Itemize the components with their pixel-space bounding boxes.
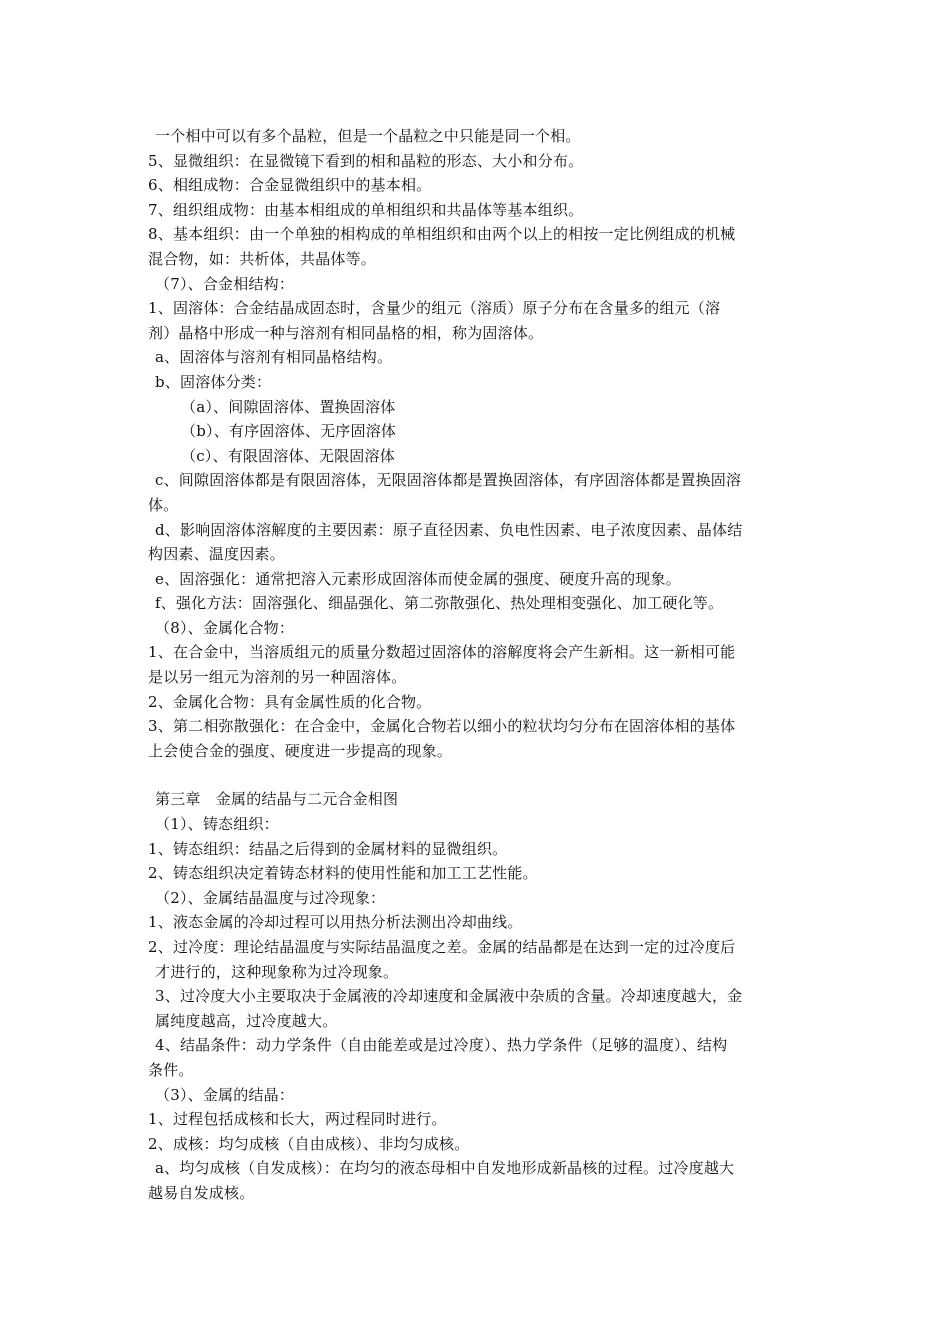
text-line: 一个相中可以有多个晶粒，但是一个晶粒之中只能是同一个相。 <box>155 127 581 145</box>
text-line: 2、金属化合物：具有金属性质的化合物。 <box>148 692 432 711</box>
text-line: b、固溶体分类： <box>155 372 272 391</box>
text-line: 6、相组成物：合金显微组织中的基本相。 <box>148 176 432 195</box>
document-page <box>148 124 808 1206</box>
list-item: （b）、有序固溶体、无序固溶体 <box>181 422 397 441</box>
text-line: 2、过冷度：理论结晶温度与实际结晶温度之差。金属的结晶都是在达到一定的过冷度后 <box>148 938 736 956</box>
text-line: 剂）晶格中形成一种与溶剂有相同晶格的相，称为固溶体。 <box>148 323 544 342</box>
section-heading: （7）、合金相结构： <box>155 274 295 293</box>
text-line: 越易自发成核。 <box>148 1183 255 1202</box>
text-line: d、影响固溶体溶解度的主要因素：原子直径因素、负电性因素、电子浓度因素、晶体结 <box>155 520 743 539</box>
text-line: 2、成核：均匀成核（自由成核）、非均匀成核。 <box>148 1134 470 1153</box>
text-line: 3、第二相弥散强化：在合金中，金属化合物若以细小的粒状均匀分布在固溶体相的基体 <box>148 717 736 736</box>
list-item: （a）、间隙固溶体、置换固溶体 <box>181 397 396 416</box>
section-heading: （8）、金属化合物： <box>155 618 295 637</box>
section-heading: （3）、金属的结晶： <box>155 1085 295 1104</box>
text-line: f、强化方法：固溶强化、细晶强化、第二弥散强化、热处理相变强化、加工硬化等。 <box>155 594 724 613</box>
text-line: 体。 <box>148 495 179 514</box>
text-line: a、固溶体与溶剂有相同晶格结构。 <box>155 348 393 367</box>
blank-line <box>148 763 808 787</box>
text-line: 才进行的，这种现象称为过冷现象。 <box>155 962 399 981</box>
text-line: 1、过程包括成核和长大，两过程同时进行。 <box>148 1110 447 1129</box>
section-heading: （2）、金属结晶温度与过冷现象： <box>155 888 386 907</box>
text-line: 1、铸态组织：结晶之后得到的金属材料的显微组织。 <box>148 839 508 858</box>
text-line: 7、组织组成物：由基本相组成的单相组织和共晶体等基本组织。 <box>148 200 584 219</box>
text-line: 1、液态金属的冷却过程可以用热分析法测出冷却曲线。 <box>148 913 523 932</box>
list-item: （c）、有限固溶体、无限固溶体 <box>181 446 395 465</box>
section-heading: （1）、铸态组织： <box>155 815 279 834</box>
text-line: 上会使合金的强度、硬度进一步提高的现象。 <box>148 741 453 760</box>
text-line: 是以另一组元为溶剂的另一种固溶体。 <box>148 668 407 687</box>
text-line: 属纯度越高，过冷度越大。 <box>155 1011 338 1030</box>
chapter-heading: 第三章 金属的结晶与二元合金相图 <box>155 790 399 809</box>
text-line: 3、过冷度大小主要取决于金属液的冷却速度和金属液中杂质的含量。冷却速度越大，金 <box>155 987 743 1006</box>
text-line: 条件。 <box>148 1060 194 1079</box>
text-line: c、间隙固溶体都是有限固溶体，无限固溶体都是置换固溶体，有序固溶体都是置换固溶 <box>155 471 742 490</box>
text-line: 1、固溶体：合金结晶成固态时，含量少的组元（溶质）原子分布在含量多的组元（溶 <box>148 299 721 318</box>
text-line: 2、铸态组织决定着铸态材料的使用性能和加工工艺性能。 <box>148 864 538 883</box>
text-line: 5、显微组织：在显微镜下看到的相和晶粒的形态、大小和分布。 <box>148 151 584 170</box>
text-line: e、固溶强化：通常把溶入元素形成固溶体而使金属的强度、硬度升高的现象。 <box>155 569 681 588</box>
text-line: 8、基本组织：由一个单独的相构成的单相组织和由两个以上的相按一定比例组成的机械 <box>148 225 736 244</box>
text-line: 4、结晶条件：动力学条件（自由能差或是过冷度）、热力学条件（足够的温度）、结构 <box>155 1036 728 1055</box>
text-line: 混合物，如：共析体，共晶体等。 <box>148 249 377 268</box>
text-line: a、均匀成核（自发成核）：在均匀的液态母相中自发地形成新晶核的过程。过冷度越大 <box>155 1159 735 1178</box>
text-line: 1、在合金中，当溶质组元的质量分数超过固溶体的溶解度将会产生新相。这一新相可能 <box>148 643 736 662</box>
text-line: 构因素、温度因素。 <box>148 545 285 564</box>
